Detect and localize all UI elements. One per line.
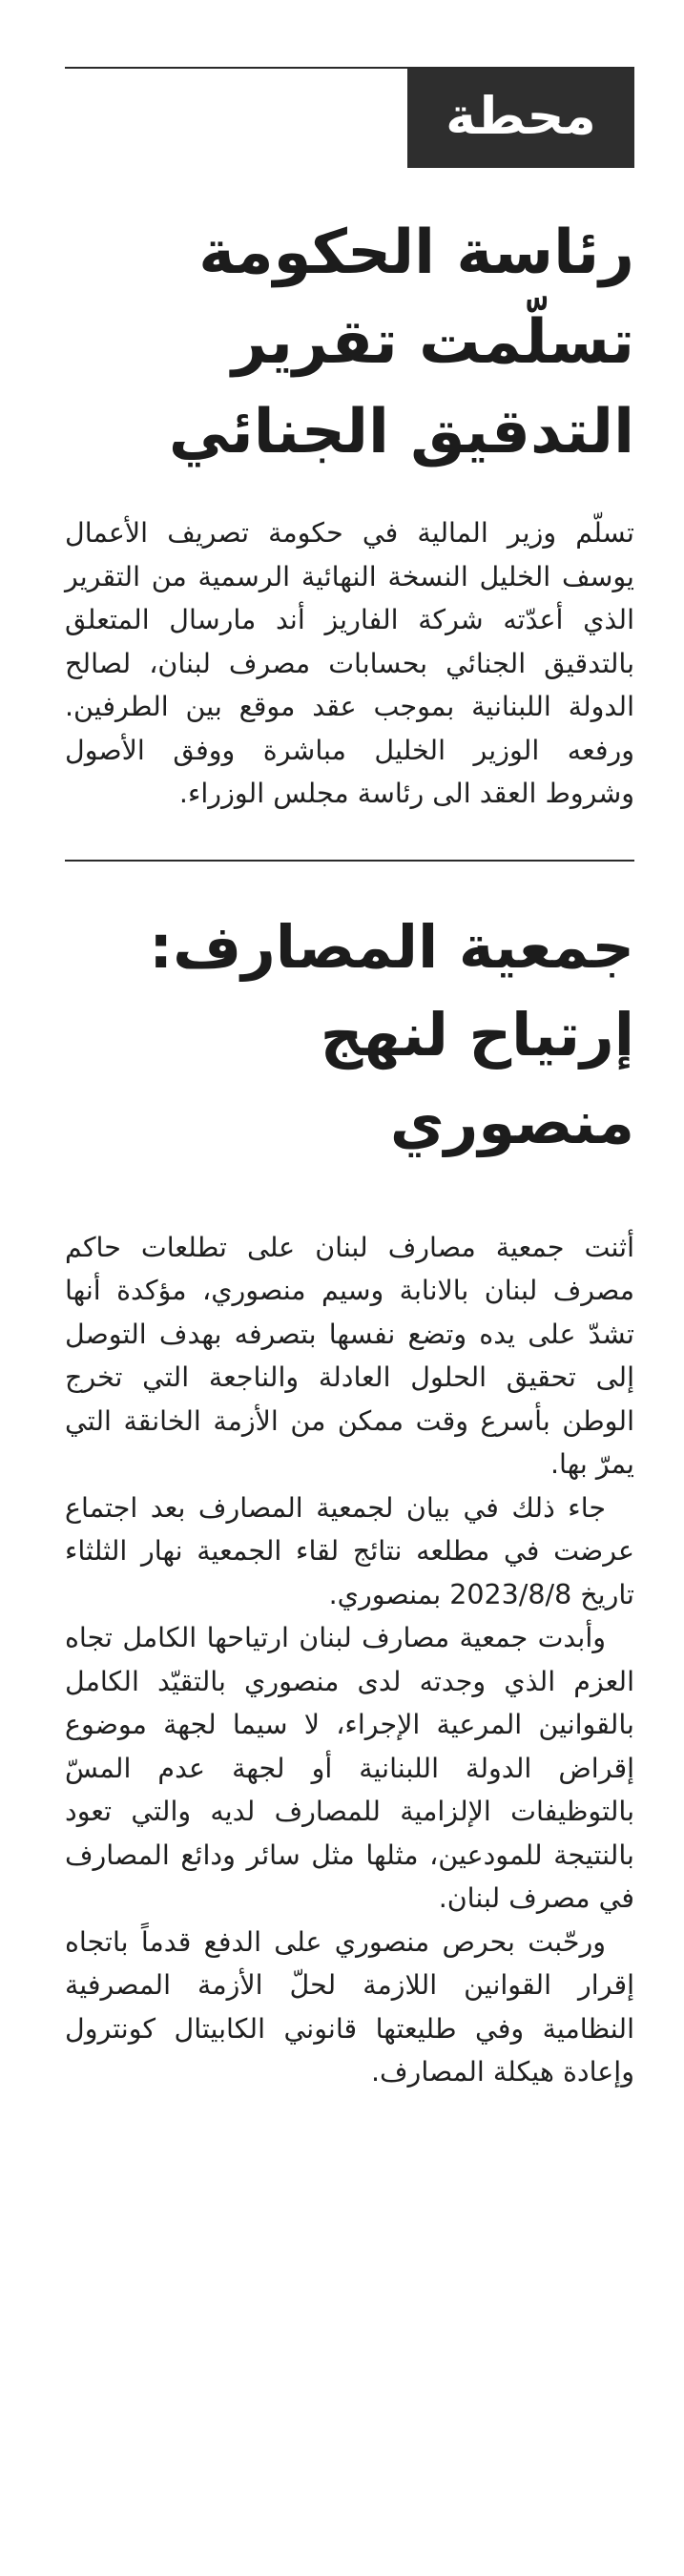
article-paragraph: تسلّم وزير المالية في حكومة تصريف الأعمال يوسف الخليل النسخة النهائية الرسمية من التقرير الذي أعدّته شركة الفاريز أند مارسال المتعلق بالتدقيق الجنائي بحسابات مصرف لبنان، لصالح الدولة اللبنانية بموجب عقد موقع بين الطرفين. ورفعه الوزير الخليل مباشرة ووفق الأصول وشروط العقد الى رئاسة مجلس الوزراء. <box>65 517 634 809</box>
article-paragraph: وأبدت جمعية مصارف لبنان ارتياحها الكامل تجاه العزم الذي وجدته لدى منصوري بالتقيّد الكامل بالقوانين المرعية الإجراء، لا سيما لجهة موضوع إقراض الدولة اللبنانية أو لجهة عدم المسّ بالتوظيفات الإلزامية للمصارف لديه والتي تعود بالنتيجة للمودعين، مثلها مثل سائر ودائع المصارف في مصرف لبنان. <box>65 1622 634 1914</box>
page <box>65 67 634 2094</box>
section-tag: محطة <box>407 69 634 168</box>
article-banks-association <box>65 904 634 2094</box>
article-headline: رئاسة الحكومة تسلّمت تقرير التدقيق الجنائي <box>168 218 634 467</box>
article-headline: جمعية المصارف: إرتياح لنهج منصوري <box>149 911 634 1157</box>
article-body <box>65 1226 634 2094</box>
section-header <box>65 67 634 170</box>
article-paragraph: ورحّبت بحرص منصوري على الدفع قدماً باتجاه إقرار القوانين اللازمة لحلّ الأزمة المصرفية النظامية وفي طليعتها قانوني الكابيتال كونترول وإعادة هيكلة المصارف. <box>65 1925 634 2088</box>
article-cabinet-audit-report <box>65 208 634 816</box>
article-body <box>65 511 634 816</box>
article-paragraph: جاء ذلك في بيان لجمعية المصارف بعد اجتماع عرضت في مطلعه نتائج لقاء الجمعية نهار الثلثاء تاريخ 2023/8/8 بمنصوري. <box>65 1491 634 1610</box>
article-divider <box>65 860 634 862</box>
article-paragraph: أثنت جمعية مصارف لبنان على تطلعات حاكم مصرف لبنان بالانابة وسيم منصوري، مؤكدة أنها تشدّ على يده وتضع نفسها بتصرفه بهدف التوصل إلى تحقيق الحلول العادلة والناجعة التي تخرج الوطن بأسرع وقت ممكن من الأزمة الخانقة التي يمرّ بها. <box>65 1231 634 1480</box>
